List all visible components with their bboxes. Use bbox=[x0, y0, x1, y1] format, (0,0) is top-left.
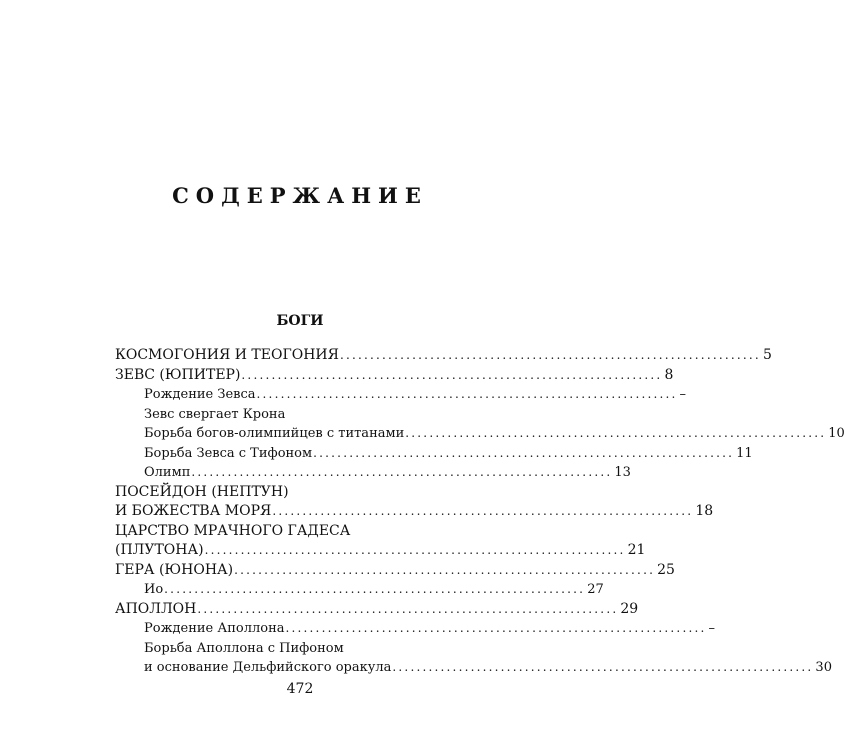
toc-entry-title: ГЕРА (ЮНОНА) bbox=[115, 561, 234, 578]
toc-entry-pluto[interactable] bbox=[115, 541, 646, 561]
toc-entry-title: ЦАРСТВО МРАЧНОГО ГАДЕСА bbox=[115, 522, 351, 539]
toc-entry-title: Ио bbox=[144, 582, 164, 597]
toc-page-number: – bbox=[679, 387, 687, 402]
toc-entry-title: Зевс свергает Крона bbox=[144, 406, 286, 422]
dot-leader: ...................................................................... bbox=[164, 582, 586, 596]
toc-entry-hades-realm[interactable] bbox=[115, 522, 485, 542]
toc-page-number: 25 bbox=[657, 561, 675, 578]
toc-entry-title: ЗЕВС (ЮПИТЕР) bbox=[115, 366, 241, 383]
dot-leader: ...................................................................... bbox=[191, 465, 613, 479]
toc-entry-hera[interactable] bbox=[115, 561, 675, 581]
toc-entry-cosmogony[interactable] bbox=[115, 346, 772, 366]
toc-page-number: 11 bbox=[736, 445, 753, 461]
dot-leader: ...................................................................... bbox=[405, 426, 827, 440]
toc-entry-title: Борьба Аполлона с Пифоном bbox=[144, 640, 344, 656]
toc-page-number: 10 bbox=[828, 426, 845, 441]
toc-entry-zeus-vs-typhon[interactable] bbox=[115, 444, 753, 464]
dot-leader: ...................................................................... bbox=[241, 367, 663, 382]
page-number: 472 bbox=[286, 681, 314, 697]
toc-entry-poseidon[interactable] bbox=[115, 483, 485, 503]
toc-entry-title: и основание Дельфийского оракула bbox=[144, 660, 392, 675]
toc-entry-io[interactable] bbox=[115, 580, 604, 600]
dot-leader: ...................................................................... bbox=[392, 660, 814, 674]
page-title: СОДЕРЖАНИЕ bbox=[172, 183, 428, 208]
toc-entry-birth-of-apollo[interactable] bbox=[115, 619, 715, 639]
dot-leader: ...................................................................... bbox=[197, 601, 619, 616]
dot-leader: ...................................................................... bbox=[339, 348, 761, 362]
dot-leader: ...................................................................... bbox=[204, 543, 626, 557]
toc-page-number: 29 bbox=[620, 600, 639, 617]
dot-leader: ...................................................................... bbox=[256, 387, 678, 401]
toc-entry-title: И БОЖЕСТВА МОРЯ bbox=[115, 503, 272, 519]
toc-entry-birth-of-zeus[interactable] bbox=[115, 385, 687, 405]
toc-entry-title: Олимп bbox=[144, 465, 191, 480]
dot-leader: ...................................................................... bbox=[313, 445, 735, 460]
toc-page-number: – bbox=[708, 621, 715, 636]
dot-leader: ...................................................................... bbox=[234, 562, 656, 577]
toc-entry-title: ПОСЕЙДОН (НЕПТУН) bbox=[115, 483, 289, 500]
toc-entry-olympus[interactable] bbox=[115, 463, 631, 483]
toc-entry-title: Рождение Аполлона bbox=[144, 621, 285, 636]
toc-page-number: 27 bbox=[587, 582, 604, 597]
toc-page-number: 18 bbox=[695, 503, 714, 519]
dot-leader: ...................................................................... bbox=[285, 621, 707, 635]
toc-page-number: 21 bbox=[627, 542, 646, 558]
toc-entry-title: Борьба Зевса с Тифоном bbox=[144, 445, 313, 461]
toc-page-number: 8 bbox=[664, 366, 674, 383]
toc-page-number: 13 bbox=[614, 465, 631, 480]
toc-entry-titanomachy[interactable] bbox=[115, 424, 845, 444]
dot-leader: ...................................................................... bbox=[272, 504, 694, 518]
table-of-contents bbox=[115, 346, 845, 678]
toc-entry-zeus[interactable] bbox=[115, 366, 674, 386]
toc-entry-title: Рождение Зевса bbox=[144, 387, 256, 402]
toc-entry-delphi-oracle[interactable] bbox=[115, 658, 832, 678]
toc-entry-title: Борьба богов-олимпийцев с титанами bbox=[144, 426, 405, 441]
section-title: БОГИ bbox=[276, 313, 324, 329]
toc-page-number: 30 bbox=[815, 660, 832, 675]
toc-entry-apollo[interactable] bbox=[115, 600, 639, 620]
toc-entry-title: АПОЛЛОН bbox=[115, 600, 197, 617]
toc-entry-title: КОСМОГОНИЯ И ТЕОГОНИЯ bbox=[115, 347, 339, 363]
toc-entry-sea-deities[interactable] bbox=[115, 502, 714, 522]
toc-page-number: 5 bbox=[762, 347, 772, 363]
toc-entry-apollo-vs-python[interactable] bbox=[115, 639, 485, 659]
toc-entry-title: (ПЛУТОНА) bbox=[115, 542, 204, 558]
toc-entry-zeus-overthrows-kronos[interactable] bbox=[115, 405, 485, 425]
